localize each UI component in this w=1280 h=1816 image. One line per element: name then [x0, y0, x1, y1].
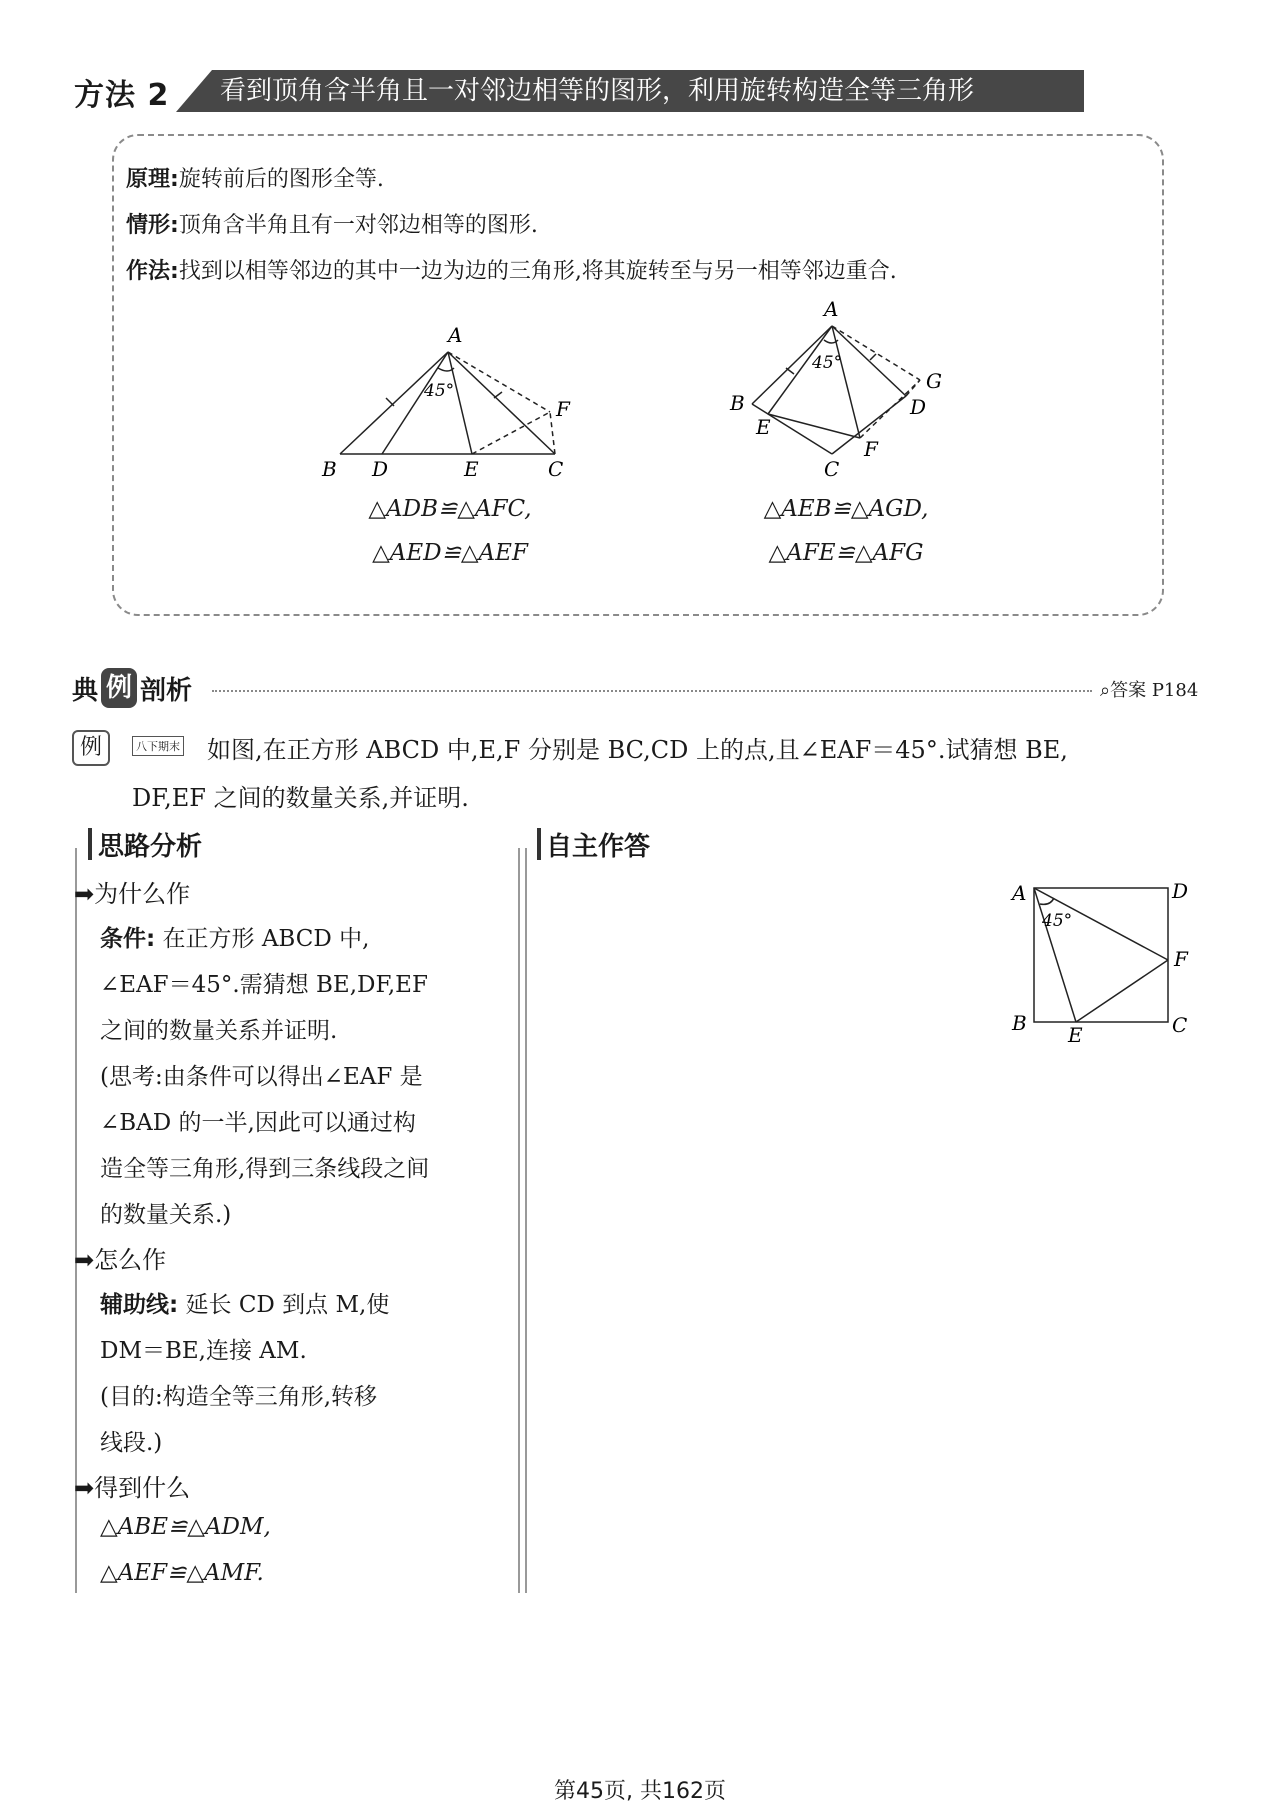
- answer-reference: [1100, 676, 1198, 702]
- section-dotted-rule: [212, 690, 1092, 692]
- fig2-caption-2: △AFE≌△AFG: [768, 540, 924, 566]
- fig2-label-F: F: [864, 437, 878, 461]
- problem-line-1: 如图,在正方形 ABCD 中,E,F 分别是 BC,CD 上的点,且∠EAF＝45°.试猜想 BE,: [207, 736, 1068, 764]
- method-text: 找到以相等邻边的其中一边为边的三角形,将其旋转至与另一相等邻边重合.: [178, 259, 897, 284]
- analysis-right-rule: [518, 848, 520, 1593]
- result-line: △AEF≌△AMF.: [100, 1560, 264, 1586]
- method-line: [126, 254, 897, 285]
- fig2-label-E: E: [756, 415, 771, 439]
- aux-line: (目的:构造全等三角形,转移: [100, 1384, 378, 1410]
- fig3-label-E: E: [1068, 1023, 1083, 1047]
- fig2-label-C: C: [824, 457, 840, 481]
- figure-1-triangle: [310, 318, 590, 488]
- fig2-label-D: D: [910, 395, 927, 419]
- method-line-label: 作法:: [126, 259, 179, 284]
- analysis-line: ∠BAD 的一半,因此可以通过构: [100, 1110, 416, 1136]
- analysis-line: (思考:由条件可以得出∠EAF 是: [100, 1064, 423, 1090]
- fig3-label-C: C: [1172, 1013, 1188, 1037]
- aux-line: 线段.): [100, 1430, 163, 1456]
- fig1-label-C: C: [548, 457, 564, 481]
- fig2-caption-1: △AEB≌△AGD,: [763, 496, 929, 522]
- fig3-angle: 45°: [1042, 911, 1073, 931]
- principle-text: 旋转前后的图形全等.: [178, 167, 384, 192]
- aux-line: DM＝BE,连接 AM.: [100, 1338, 307, 1364]
- source-tag: 八下期末: [132, 736, 184, 756]
- aux-text: 延长 CD 到点 M,使: [185, 1292, 390, 1318]
- method-title: 看到顶角含半角且一对邻边相等的图形，利用旋转构造全等三角形: [212, 70, 1084, 112]
- fig3-label-D: D: [1172, 879, 1189, 903]
- situation-line: [126, 208, 538, 239]
- fig1-caption-2: △AED≌△AEF: [372, 540, 528, 566]
- why-head: ➡为什么作: [74, 880, 191, 908]
- magnifier-icon: ⌕: [1100, 680, 1111, 701]
- section-title-post: 剖析: [140, 675, 193, 706]
- analysis-line: 的数量关系.): [100, 1202, 232, 1228]
- fig1-label-A: A: [448, 323, 463, 347]
- title-slant-decoration: [176, 70, 212, 112]
- fig2-label-A: A: [824, 297, 839, 321]
- fig3-label-B: B: [1012, 1011, 1027, 1035]
- fig1-label-B: B: [322, 457, 337, 481]
- analysis-line: 造全等三角形,得到三条线段之间: [100, 1156, 430, 1182]
- fig1-label-D: D: [372, 457, 389, 481]
- principle-box: [112, 134, 1164, 616]
- answer-title: 自主作答: [546, 832, 651, 862]
- figure-3-square: [1000, 870, 1200, 1050]
- fig1-label-F: F: [556, 397, 570, 421]
- fig1-caption-1: △ADB≌△AFC,: [368, 496, 532, 522]
- situation-text: 顶角含半角且有一对邻边相等的图形.: [178, 213, 538, 238]
- example-section-title: [72, 668, 192, 708]
- aux-label: 辅助线:: [100, 1292, 179, 1318]
- analysis-line: [100, 920, 369, 953]
- fig2-angle: 45°: [812, 353, 843, 373]
- fig3-label-A: A: [1012, 881, 1027, 905]
- result-line: △ABE≌△ADM,: [100, 1514, 271, 1540]
- figure-2-quadrilateral: [720, 296, 980, 486]
- problem-line-2: DF,EF 之间的数量关系,并证明.: [132, 784, 469, 812]
- condition-text: 在正方形 ABCD 中,: [162, 926, 370, 952]
- answer-reference-text: 答案 P184: [1110, 680, 1199, 701]
- method-label: 方法 2: [74, 78, 170, 113]
- how-head: ➡怎么作: [74, 1246, 167, 1274]
- answer-title-bar: [537, 828, 541, 860]
- fig2-label-B: B: [730, 391, 745, 415]
- situation-label: 情形:: [126, 213, 179, 238]
- analysis-title: 思路分析: [98, 832, 203, 862]
- section-title-badge: 例: [101, 668, 137, 708]
- answer-left-rule: [525, 848, 527, 1593]
- analysis-line: ∠EAF＝45°.需猜想 BE,DF,EF: [100, 972, 428, 998]
- condition-label: 条件:: [100, 926, 156, 952]
- aux-line: [100, 1286, 389, 1319]
- result-head: ➡得到什么: [74, 1474, 191, 1502]
- principle-label: 原理:: [126, 167, 179, 192]
- principle-line: [126, 162, 384, 193]
- fig2-label-G: G: [926, 369, 942, 393]
- fig1-label-E: E: [464, 457, 479, 481]
- analysis-line: 之间的数量关系并证明.: [100, 1018, 338, 1044]
- analysis-title-bar: [88, 828, 92, 860]
- fig1-angle: 45°: [424, 381, 455, 401]
- section-title-pre: 典: [72, 675, 99, 706]
- fig3-label-F: F: [1174, 947, 1188, 971]
- page-footer: 第45页, 共162页: [554, 1779, 726, 1804]
- example-tag: 例: [72, 730, 110, 766]
